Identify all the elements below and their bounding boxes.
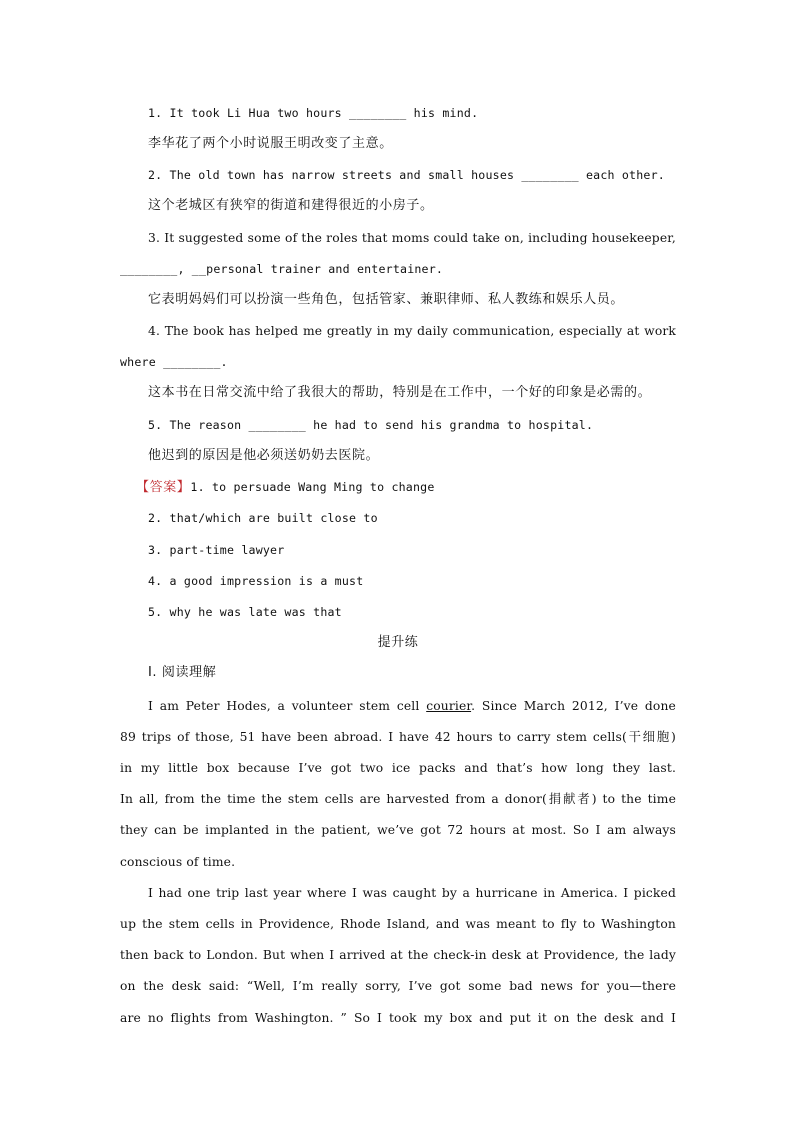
answer-item-4: 4. a good impression is a must — [148, 574, 364, 588]
passage-keyword-courier: courier — [426, 699, 472, 713]
passage-p1-line-1 — [148, 696, 676, 716]
passage-p1-line-2: 89 trips of those, 51 have been abroad. I have 42 hours to carry stem cells(干细胞) — [120, 730, 676, 744]
exercise-4-translation: 这本书在日常交流中给了我很大的帮助，特别是在工作中，一个好的印象是必需的。 — [148, 385, 652, 400]
passage-p2-line-2: up the stem cells in Providence, Rhode Island, and was meant to fly to Washington — [120, 917, 676, 931]
passage-p1-line-5: they can be implanted in the patient, we’ve got 72 hours at most. So I am always — [120, 823, 676, 837]
answer-item-1: 1. to persuade Wang Ming to change — [190, 480, 435, 494]
passage-p2-line-4: on the desk said: “Well, I’m really sorry, I’ve got some bad news for you—there — [120, 979, 676, 993]
exercise-4-sentence-line-1: 4. The book has helped me greatly in my daily communication, especially at work — [148, 324, 676, 338]
exercise-4-sentence-line-2: where ________. — [120, 355, 228, 369]
passage-p2-line-5: are no flights from Washington. ” So I took my box and put it on the desk and I — [120, 1011, 676, 1025]
answer-item-3: 3. part-time lawyer — [148, 543, 285, 557]
answer-block — [136, 477, 676, 498]
answer-item-5: 5. why he was late was that — [148, 605, 342, 619]
passage-p1-prefix: I am Peter Hodes, a volunteer stem cell — [148, 699, 427, 713]
passage-p1-suffix: . Since March 2012, I’ve done — [471, 699, 676, 713]
exercise-1-translation: 李华花了两个小时说服王明改变了主意。 — [148, 136, 393, 151]
exercise-5-translation: 他迟到的原因是他必须送奶奶去医院。 — [148, 448, 380, 463]
subsection-title: Ⅰ. 阅读理解 — [148, 665, 217, 680]
passage-p2-line-1: I had one trip last year where I was caught by a hurricane in America. I picked — [148, 886, 676, 900]
answer-label: 【答案】 — [136, 480, 191, 495]
section-title: 提升练 — [377, 635, 419, 650]
exercise-3-translation: 它表明妈妈们可以扮演一些角色，包括管家、兼职律师、私人教练和娱乐人员。 — [148, 292, 625, 307]
answer-item-2: 2. that/which are built close to — [148, 511, 378, 525]
exercise-3-sentence-line-1: 3. It suggested some of the roles that moms could take on, including housekeeper, — [148, 231, 676, 245]
passage-p1-line-4: In all, from the time the stem cells are harvested from a donor(捐献者) to the time — [120, 792, 676, 806]
exercise-5-sentence: 5. The reason ________ he had to send his grandma to hospital. — [148, 418, 594, 432]
exercise-1-sentence: 1. It took Li Hua two hours ________ his mind. — [148, 106, 479, 120]
exercise-2-translation: 这个老城区有狭窄的街道和建得很近的小房子。 — [148, 198, 434, 213]
exercise-2-sentence: 2. The old town has narrow streets and small houses ________ each other. — [148, 168, 665, 182]
passage-p1-line-3: in my little box because I’ve got two ice packs and that’s how long they last. — [120, 761, 676, 775]
passage-p2-line-3: then back to London. But when I arrived at the check-in desk at Providence, the lady — [120, 948, 676, 962]
exercise-3-sentence-line-2: ________, __personal trainer and entertainer. — [120, 262, 444, 276]
passage-p1-line-6: conscious of time. — [120, 855, 236, 869]
